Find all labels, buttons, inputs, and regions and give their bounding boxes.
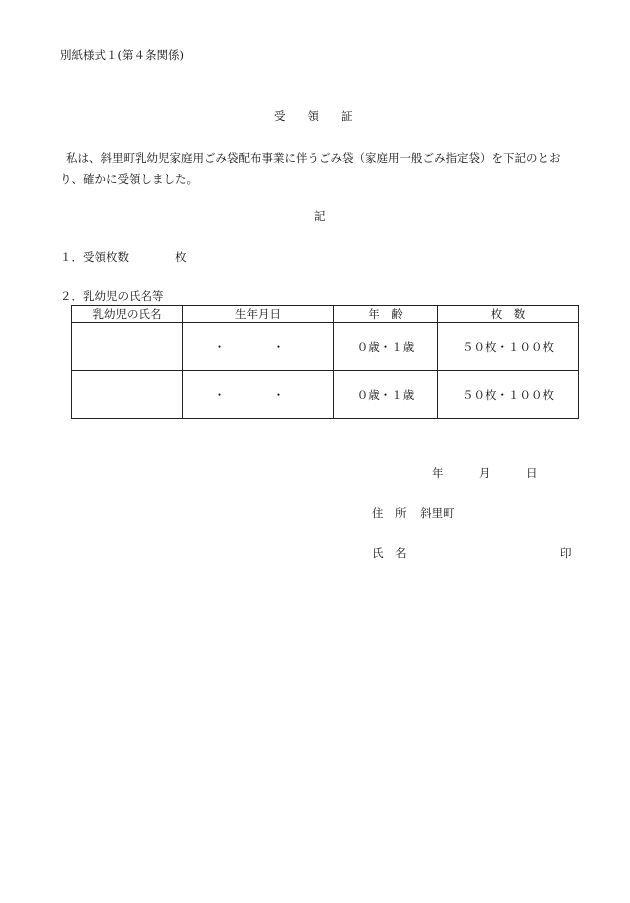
infant-info-table bbox=[71, 305, 579, 419]
age-cell[interactable]: ０歳・１歳 bbox=[334, 323, 438, 371]
table-row bbox=[72, 371, 579, 419]
infant-name-cell[interactable] bbox=[72, 371, 183, 419]
name-line bbox=[372, 545, 572, 561]
age-cell[interactable]: ０歳・１歳 bbox=[334, 371, 438, 419]
address-line bbox=[372, 505, 455, 521]
seal-mark: 印 bbox=[560, 546, 572, 560]
header-age: 年 齢 bbox=[334, 306, 438, 323]
date-year-label: 年 bbox=[432, 466, 444, 480]
address-label: 住 所 bbox=[372, 506, 407, 520]
body-text-line-1: 私は、斜里町乳幼児家庭用ごみ袋配布事業に伴うごみ袋（家庭用一般ごみ指定袋）を下記のとお bbox=[66, 151, 561, 165]
birth-date-cell[interactable]: ・ ・ bbox=[183, 323, 334, 371]
infant-name-cell[interactable] bbox=[72, 323, 183, 371]
date-month-label: 月 bbox=[479, 466, 491, 480]
received-count-item bbox=[60, 249, 187, 265]
header-infant-name: 乳幼児の氏名 bbox=[72, 306, 183, 323]
address-value: 斜里町 bbox=[420, 506, 455, 520]
count-cell[interactable]: ５０枚・１００枚 bbox=[438, 371, 579, 419]
form-number: 別紙様式１(第４条関係) bbox=[60, 48, 184, 62]
ki-heading: 記 bbox=[314, 209, 326, 223]
count-cell[interactable]: ５０枚・１００枚 bbox=[438, 323, 579, 371]
date-day-label: 日 bbox=[526, 466, 538, 480]
received-count-label: １．受領枚数 bbox=[60, 250, 129, 264]
infant-info-heading: ２．乳幼児の氏名等 bbox=[60, 289, 164, 303]
birth-date-cell[interactable]: ・ ・ bbox=[183, 371, 334, 419]
received-count-unit: 枚 bbox=[175, 250, 187, 264]
document-title: 受領証 bbox=[274, 109, 375, 123]
table-row bbox=[72, 323, 579, 371]
body-text-line-2: り、確かに受領しました。 bbox=[60, 172, 198, 186]
table-header-row bbox=[72, 306, 579, 323]
header-count: 枚 数 bbox=[438, 306, 579, 323]
name-label: 氏 名 bbox=[372, 546, 407, 560]
header-birth-date: 生年月日 bbox=[183, 306, 334, 323]
